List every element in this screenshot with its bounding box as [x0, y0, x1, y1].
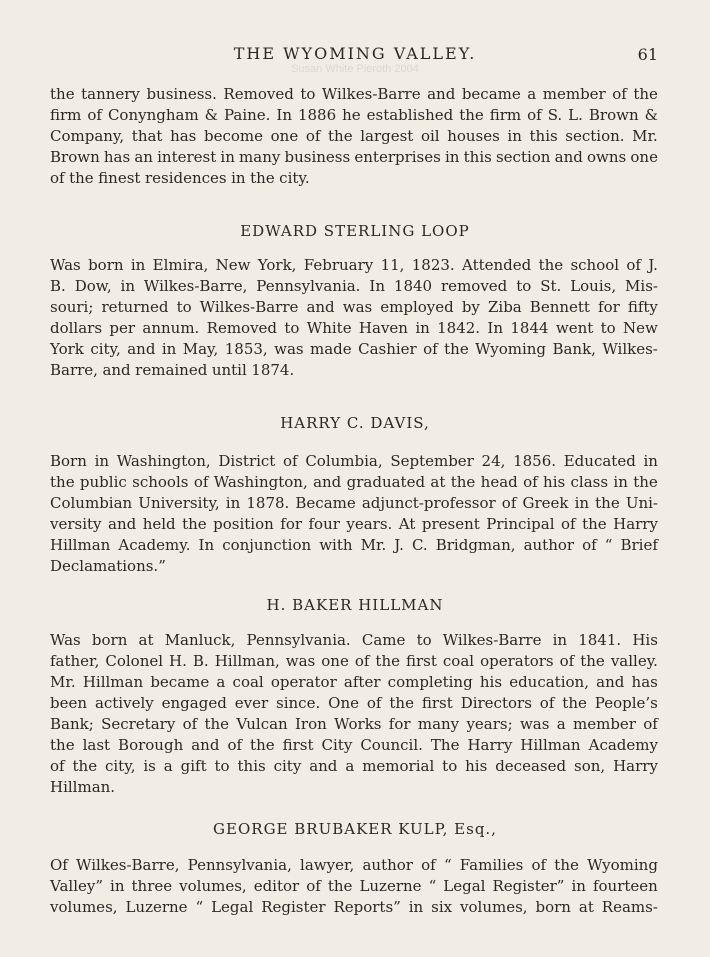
text-line: firm of Conyngham & Paine. In 1886 he established the firm of S. L. Brown &	[50, 106, 658, 124]
section-heading-davis: HARRY C. DAVIS,	[280, 414, 430, 432]
text-line: Of Wilkes-Barre, Pennsylvania, lawyer, author of “ Families of the Wyoming	[50, 856, 658, 874]
text-line: Brown has an interest in many business enterprises in this section and owns one	[50, 148, 658, 166]
text-line: Company, that has become one of the largest oil houses in this section. Mr.	[50, 127, 658, 145]
section-body-hillman	[50, 630, 658, 798]
text-line: Was born at Manluck, Pennsylvania. Came to Wilkes-Barre in 1841. His	[50, 631, 658, 649]
section-heading-hillman: H. BAKER HILLMAN	[266, 596, 444, 614]
text-line: Mr. Hillman became a coal operator after completing his education, and has	[50, 673, 658, 691]
text-line: Hillman.	[50, 778, 116, 796]
text-line: of the finest residences in the city.	[50, 169, 310, 187]
text-line: B. Dow, in Wilkes-Barre, Pennsylvania. In 1840 removed to St. Louis, Mis-	[50, 277, 658, 295]
text-line: Barre, and remained until 1874.	[50, 361, 295, 379]
section-body-kulp	[50, 855, 658, 918]
section-body-loop	[50, 255, 658, 381]
text-line: dollars per annum. Removed to White Haven in 1842. In 1844 went to New	[50, 319, 658, 337]
section-body-davis	[50, 451, 658, 577]
continued-paragraph	[50, 84, 658, 189]
text-line: father, Colonel H. B. Hillman, was one of the first coal operators of the valley.	[50, 652, 658, 670]
text-line: the public schools of Washington, and graduated at the head of his class in the	[50, 473, 658, 491]
text-line: versity and held the position for four years. At present Principal of the Harry	[50, 515, 658, 533]
section-heading-kulp: GEORGE BRUBAKER KULP, Esq.,	[213, 820, 497, 838]
text-line: of the city, is a gift to this city and a memorial to his deceased son, Harry	[50, 757, 658, 775]
watermark: Susan White Pieroth 2004	[291, 63, 419, 75]
page-number: 61	[637, 45, 658, 64]
text-line: souri; returned to Wilkes-Barre and was employed by Ziba Bennett for fifty	[50, 298, 658, 316]
section-heading-loop: EDWARD STERLING LOOP	[240, 222, 470, 240]
text-line: Columbian University, in 1878. Became adjunct-professor of Greek in the Uni-	[50, 494, 658, 512]
text-line: Was born in Elmira, New York, February 11, 1823. Attended the school of J.	[50, 256, 658, 274]
text-line: Hillman Academy. In conjunction with Mr. J. C. Bridgman, author of “ Brief	[50, 536, 658, 554]
text-line: Bank; Secretary of the Vulcan Iron Works for many years; was a member of	[50, 715, 658, 733]
text-line: Declamations.”	[50, 557, 166, 575]
text-line: York city, and in May, 1853, was made Cashier of the Wyoming Bank, Wilkes-	[50, 340, 658, 358]
running-title: THE WYOMING VALLEY.	[233, 44, 477, 63]
text-line: the tannery business. Removed to Wilkes-Barre and became a member of the	[50, 85, 658, 103]
text-line: the last Borough and of the first City Council. The Harry Hillman Academy	[50, 736, 658, 754]
text-line: Valley” in three volumes, editor of the Luzerne “ Legal Register” in fourteen	[50, 877, 658, 895]
text-line: Born in Washington, District of Columbia, September 24, 1856. Educated in	[50, 452, 658, 470]
text-line: been actively engaged ever since. One of the first Directors of the People’s	[50, 694, 658, 712]
text-line: volumes, Luzerne “ Legal Register Reports” in six volumes, born at Reams-	[50, 898, 658, 916]
